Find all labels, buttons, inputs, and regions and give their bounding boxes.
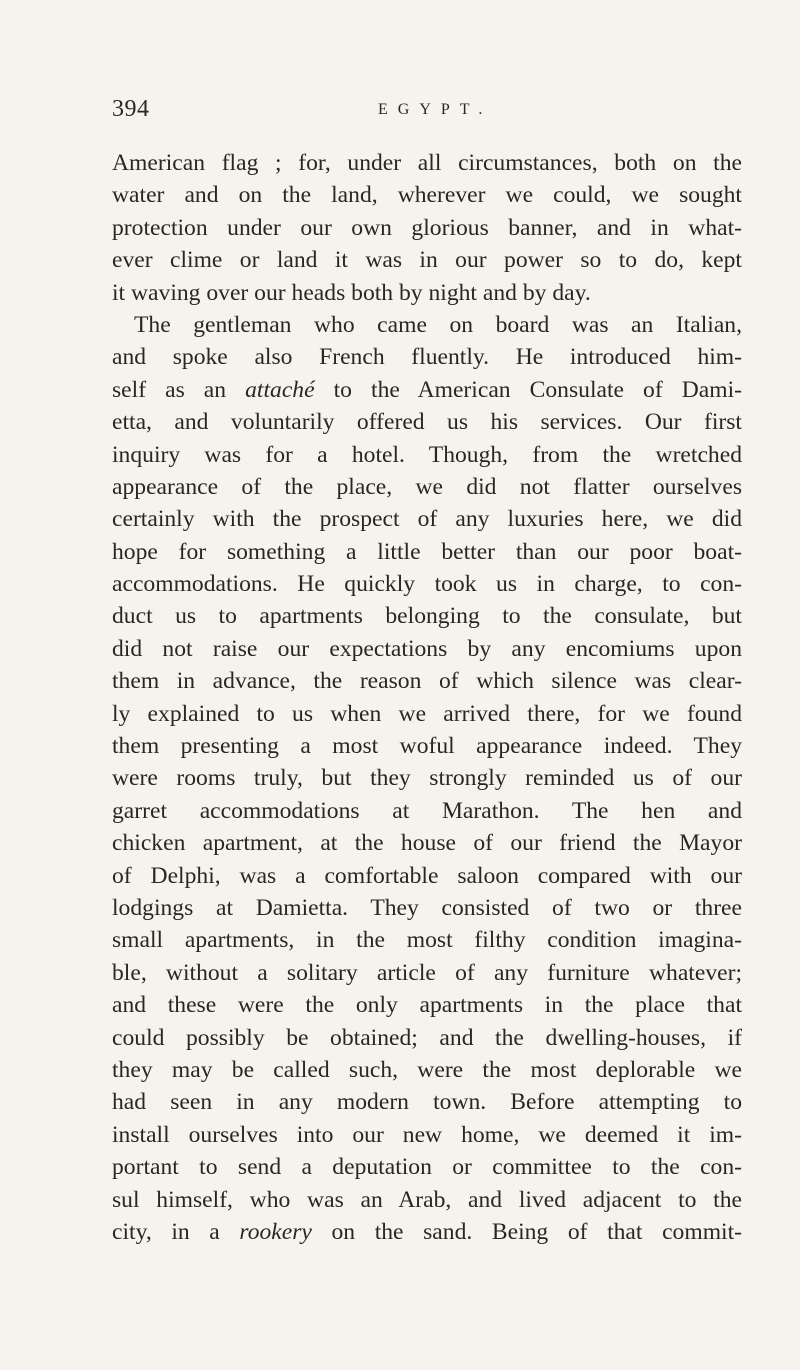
text-line-10: inquiry was for a hotel. Though, from the wretched — [112, 441, 742, 468]
text-line-26: ble, without a solitary article of any furniture whatever; — [112, 959, 742, 986]
text-segment: city, in a — [112, 1218, 240, 1245]
text-segment: self as an — [112, 376, 246, 403]
text-line-31: install ourselves into our new home, we deemed it im- — [112, 1121, 742, 1148]
text-line-12: certainly with the prospect of any luxuries here, we did — [112, 506, 742, 533]
text-line-34 — [112, 1216, 742, 1248]
text-line-7: and spoke also French fluently. He introduced him- — [112, 344, 742, 371]
text-line-27: and these were the only apartments in the place that — [112, 992, 742, 1019]
text-line-11: appearance of the place, we did not flatter ourselves — [112, 473, 742, 500]
text-line-6: The gentleman who came on board was an Italian, — [134, 311, 742, 338]
text-line-20: were rooms truly, but they strongly reminded us of our — [112, 765, 742, 792]
text-segment: on the sand. Being of that commit- — [311, 1218, 742, 1245]
italic-word: rookery — [239, 1218, 312, 1245]
text-line-3: protection under our own glorious banner, and in what- — [112, 214, 742, 241]
text-line-19: them presenting a most woful appearance indeed. They — [112, 733, 742, 760]
text-line-2: water and on the land, wherever we could, we sought — [112, 182, 742, 209]
text-line-13: hope for something a little better than our poor boat- — [112, 538, 742, 565]
text-line-8 — [112, 374, 742, 406]
text-line-22: chicken apartment, at the house of our friend the Mayor — [112, 830, 742, 857]
text-line-23: of Delphi, was a comfortable saloon compared with our — [112, 862, 742, 889]
text-line-24: lodgings at Damietta. They consisted of two or three — [112, 894, 742, 921]
text-line-32: portant to send a deputation or committee to the con- — [112, 1154, 742, 1181]
text-line-29: they may be called such, were the most deplorable we — [112, 1056, 742, 1083]
italic-word: attaché — [245, 376, 315, 403]
text-line-9: etta, and voluntarily offered us his services. Our first — [112, 409, 742, 436]
text-line-15: duct us to apartments belonging to the consulate, but — [112, 603, 742, 630]
text-line-25: small apartments, in the most filthy condition imagina- — [112, 927, 742, 954]
text-line-16: did not raise our expectations by any encomiums upon — [112, 635, 742, 662]
running-title: EGYPT. — [378, 101, 493, 118]
text-line-33: sul himself, who was an Arab, and lived adjacent to the — [112, 1186, 742, 1213]
body-text — [112, 147, 742, 1248]
running-head — [112, 96, 742, 136]
text-line-28: could possibly be obtained; and the dwelling-houses, if — [112, 1024, 742, 1051]
text-segment: to the American Consulate of Dami- — [314, 376, 742, 403]
text-line-1: American flag ; for, under all circumstances, both on the — [112, 150, 742, 176]
page-number: 394 — [112, 96, 150, 122]
text-line-21: garret accommodations at Marathon. The hen and — [112, 797, 742, 824]
text-line-5: it waving over our heads both by night and by day. — [112, 279, 591, 306]
text-line-4: ever clime or land it was in our power so to do, kept — [112, 247, 742, 274]
text-line-14: accommodations. He quickly took us in charge, to con- — [112, 571, 742, 598]
text-line-17: them in advance, the reason of which silence was clear- — [112, 668, 742, 695]
text-line-18: ly explained to us when we arrived there, for we found — [112, 700, 742, 727]
text-line-30: had seen in any modern town. Before attempting to — [112, 1089, 742, 1116]
